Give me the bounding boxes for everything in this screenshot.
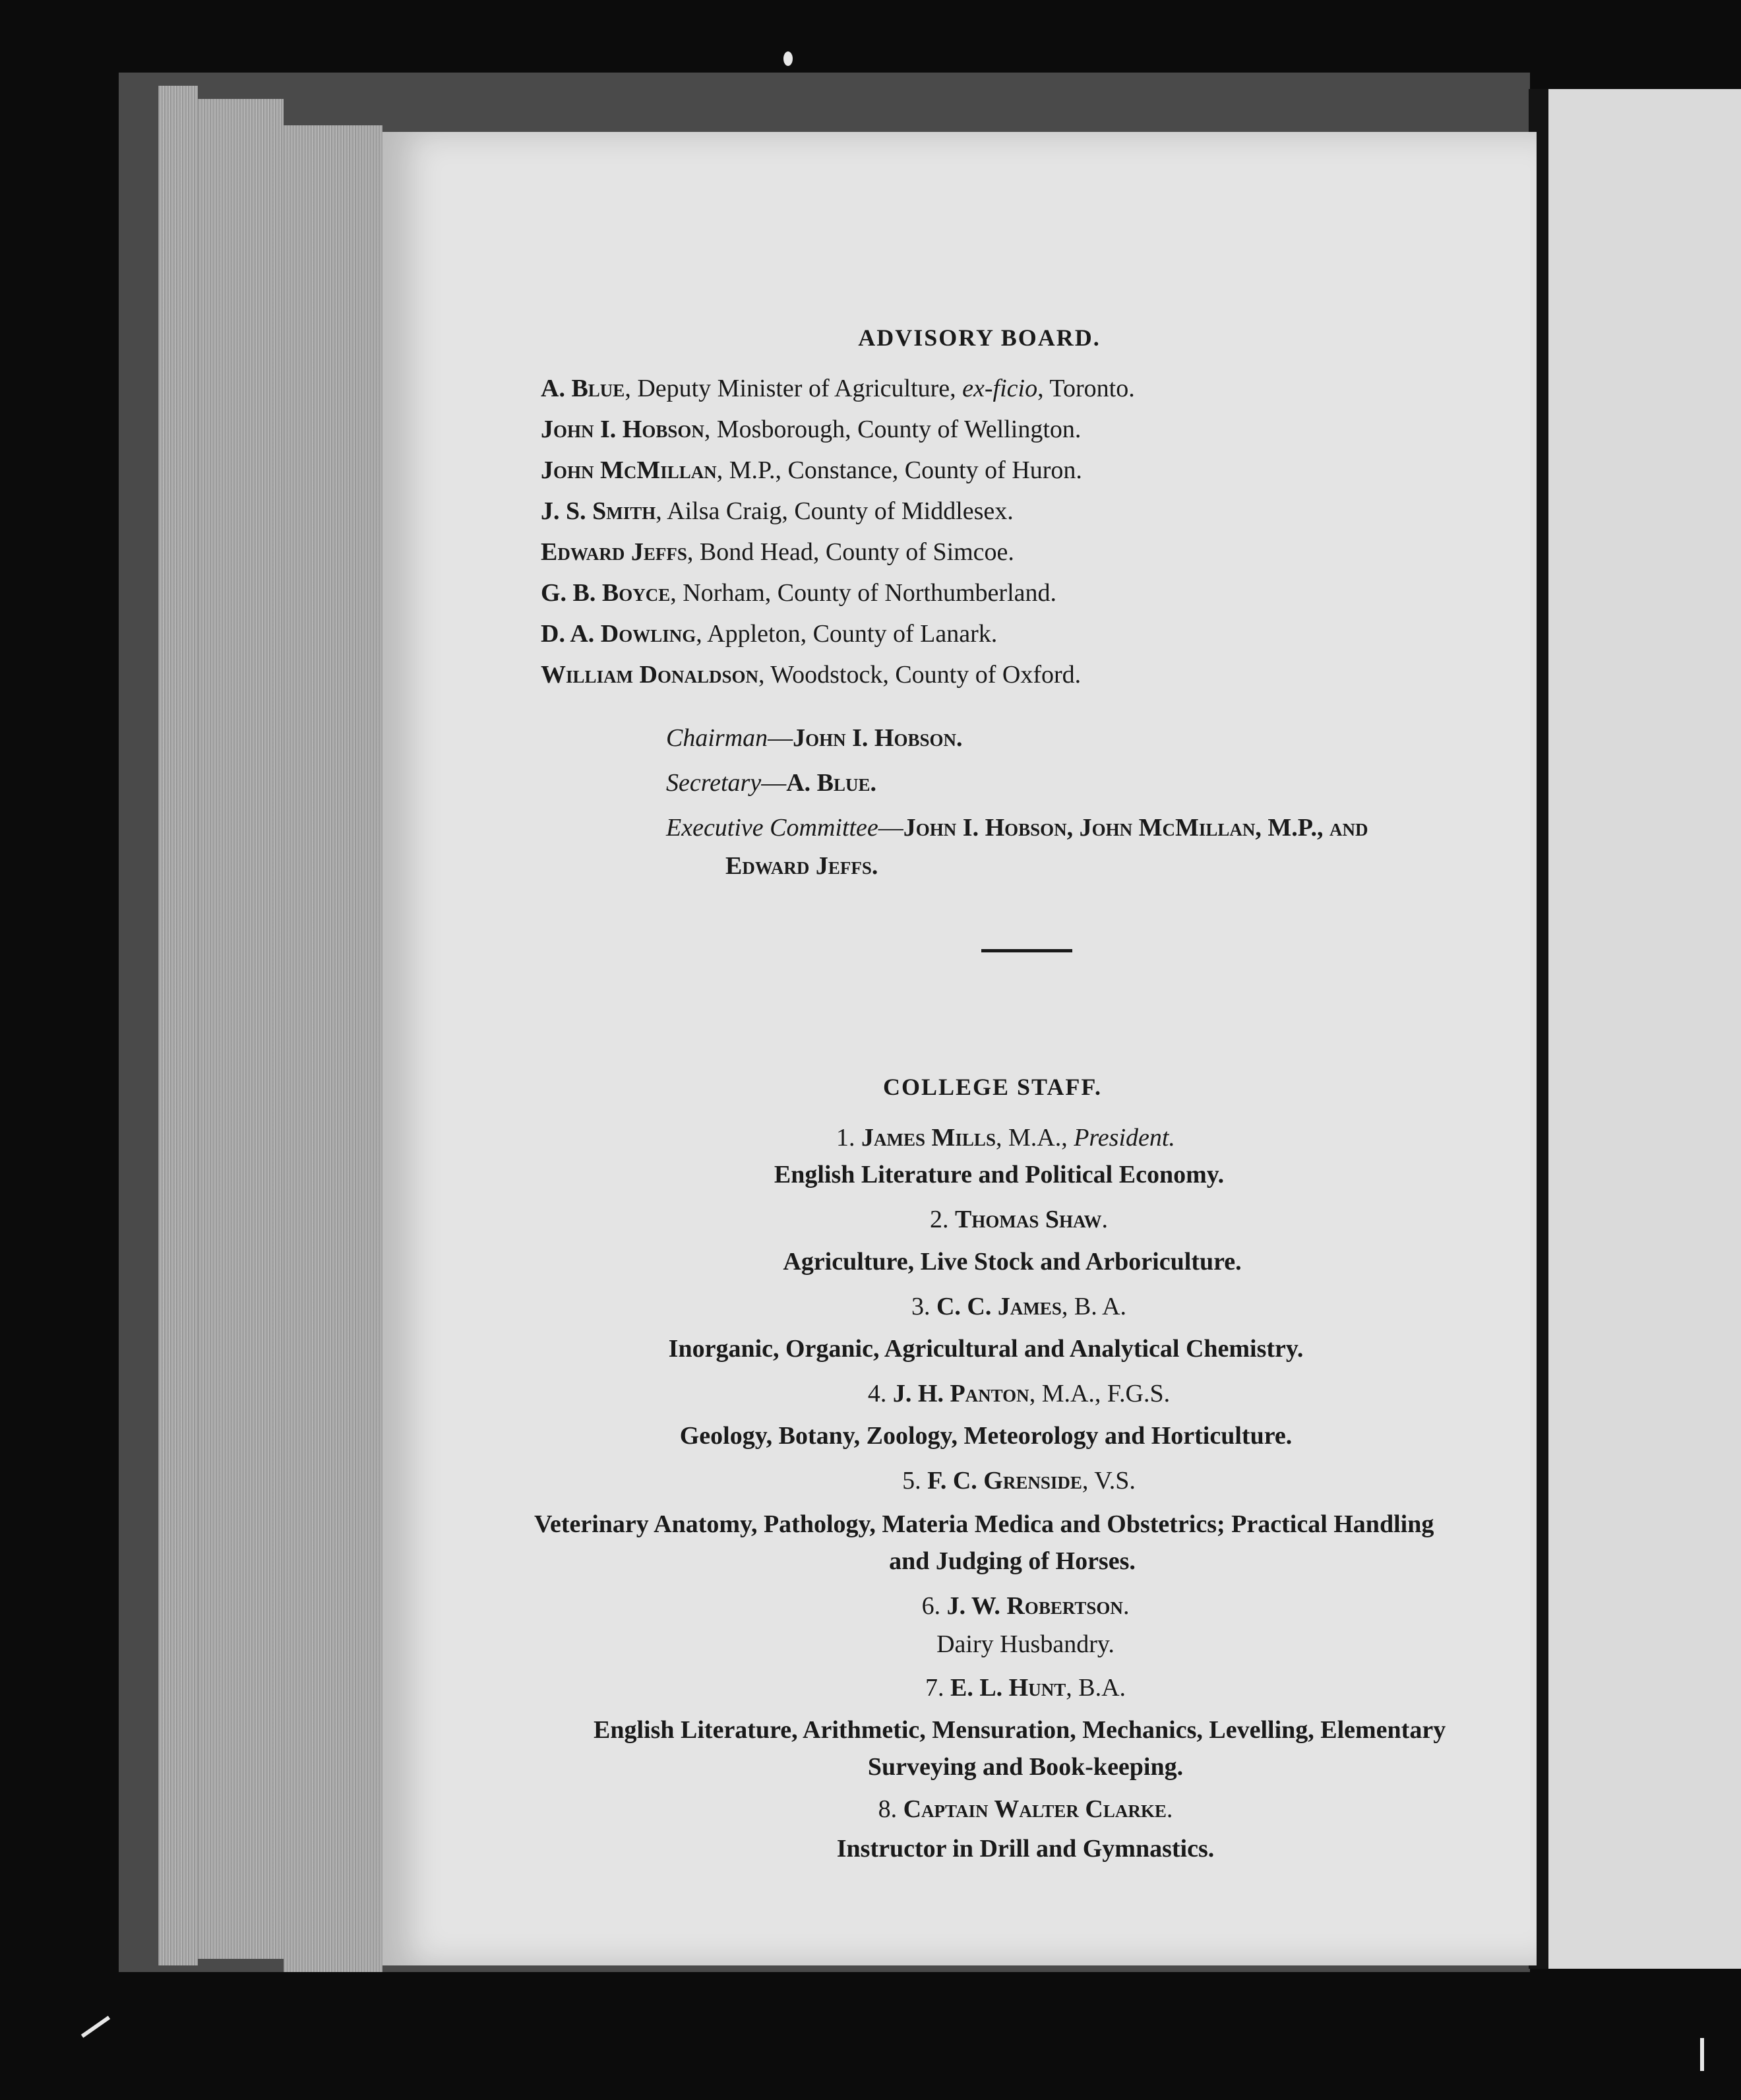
dust-speck — [1700, 2038, 1704, 2071]
staff-name-line: 2. Thomas Shaw. — [930, 1206, 1108, 1233]
page-stack-inner — [284, 125, 382, 1972]
advisory-member: William Donaldson, Woodstock, County of Oxford. — [541, 661, 1082, 689]
staff-subject-line: Agriculture, Live Stock and Arboriculture. — [783, 1248, 1242, 1276]
staff-subject-line: Geology, Botany, Zoology, Meteorology and Horticulture. — [679, 1422, 1293, 1450]
staff-subject-line: Surveying and Book-keeping. — [867, 1753, 1184, 1781]
advisory-member: A. Blue, Deputy Minister of Agriculture, ex-ficio, Toronto. — [541, 375, 1135, 402]
staff-subject-line: Inorganic, Organic, Agricultural and Analytical Chemistry. — [668, 1335, 1304, 1363]
chairman-line: Chairman—John I. Hobson. — [666, 724, 963, 752]
staff-subject-line: Instructor in Drill and Gymnastics. — [836, 1835, 1215, 1863]
advisory-member: Edward Jeffs, Bond Head, County of Simcoe. — [541, 538, 1014, 566]
college-staff-heading: COLLEGE STAFF. — [882, 1074, 1103, 1100]
page-content — [382, 132, 1537, 1965]
section-divider-rule — [981, 949, 1072, 952]
staff-subject-line: Veterinary Anatomy, Pathology, Materia Medica and Obstetrics; Practical Handling — [534, 1510, 1434, 1538]
staff-name-line: 3. C. C. James, B. A. — [911, 1293, 1127, 1320]
staff-subject-line: and Judging of Horses. — [889, 1547, 1136, 1575]
staff-name-line: 8. Captain Walter Clarke. — [878, 1795, 1173, 1823]
staff-subject-line: Dairy Husbandry. — [936, 1630, 1115, 1658]
secretary-line: Secretary—A. Blue. — [666, 769, 877, 797]
staff-name-line: 6. J. W. Robertson. — [921, 1592, 1130, 1620]
advisory-member: D. A. Dowling, Appleton, County of Lanark. — [541, 620, 998, 648]
advisory-member: John McMillan, M.P., Constance, County of Huron. — [541, 456, 1082, 484]
dust-speck — [783, 51, 793, 66]
executive-committee-continuation: Edward Jeffs. — [725, 852, 878, 880]
staff-name-line: 1. James Mills, M.A., President. — [836, 1124, 1175, 1152]
advisory-member: G. B. Boyce, Norham, County of Northumberland. — [541, 579, 1056, 607]
staff-name-line: 4. J. H. Panton, M.A., F.G.S. — [867, 1380, 1171, 1407]
staff-name-line: 5. F. C. Grenside, V.S. — [902, 1467, 1136, 1495]
document-page — [382, 132, 1537, 1965]
executive-committee-line: Executive Committee—John I. Hobson, John McMillan, M.P., and — [666, 814, 1368, 842]
dust-speck — [81, 2016, 110, 2038]
advisory-member: John I. Hobson, Mosborough, County of Wellington. — [541, 416, 1082, 443]
staff-subject-line: English Literature, Arithmetic, Mensuration, Mechanics, Levelling, Elementary — [594, 1716, 1446, 1744]
page-stack-outer — [158, 86, 198, 1965]
advisory-member: J. S. Smith, Ailsa Craig, County of Middlesex. — [541, 497, 1014, 525]
page-stack-middle — [198, 99, 284, 1959]
staff-name-line: 7. E. L. Hunt, B.A. — [925, 1674, 1126, 1702]
advisory-board-heading: ADVISORY BOARD. — [858, 324, 1101, 351]
staff-subject-line: English Literature and Political Economy. — [774, 1161, 1225, 1189]
